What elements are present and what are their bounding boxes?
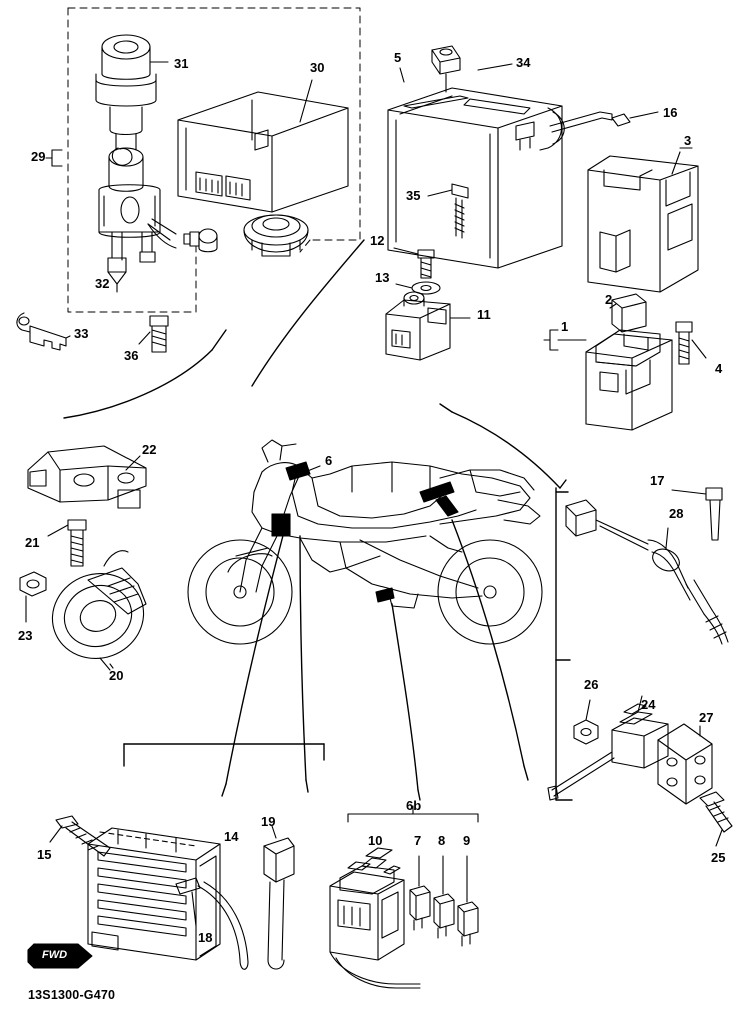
callout-4: 4 (715, 361, 723, 376)
part-27-bracket (658, 724, 712, 804)
part-31-ignition-barrel (96, 35, 168, 150)
fwd-arrow-label: FWD (42, 949, 68, 961)
part-25-bolt (700, 792, 732, 846)
part-28-starter-cable (566, 500, 728, 644)
callout-13: 13 (375, 270, 390, 285)
part-33-key (17, 313, 70, 350)
callout-6-bike: 6 (325, 453, 333, 468)
callout-5: 5 (394, 50, 402, 65)
callout-23: 23 (18, 628, 33, 643)
callout-1: 1 (561, 319, 569, 334)
part-26-nut (574, 700, 598, 744)
part-9-fuse (458, 856, 478, 946)
part-10-fusebox (330, 848, 420, 988)
part-small-lock-cylinder (184, 229, 217, 252)
callout-15: 15 (37, 847, 52, 862)
part-15-bolt (50, 816, 110, 856)
callout-35: 35 (406, 188, 421, 203)
callout-33: 33 (74, 326, 89, 341)
part-36-screw (139, 316, 168, 352)
part-22-horn-bracket (28, 446, 146, 508)
part-7-fuse (410, 856, 430, 930)
callout-26: 26 (584, 677, 599, 692)
callout-19: 19 (261, 814, 276, 829)
callout-27: 27 (699, 710, 714, 725)
callout-21: 21 (25, 535, 40, 550)
callout-8: 8 (438, 833, 446, 848)
part-18-band (176, 878, 248, 969)
part-16-bolt (612, 112, 658, 126)
part-fuel-cap (244, 215, 308, 256)
callout-7: 7 (414, 833, 422, 848)
leader-lines (64, 240, 572, 800)
part-11-starter-relay (386, 292, 470, 360)
callout-25: 25 (711, 850, 726, 865)
callout-9: 9 (463, 833, 471, 848)
part-30-ecu (178, 80, 348, 212)
group-box-29 (68, 8, 360, 312)
callout-3: 3 (684, 133, 692, 148)
callout-22: 22 (142, 442, 157, 457)
callout-17: 17 (650, 473, 665, 488)
callout-16: 16 (663, 105, 678, 120)
part-32-steering-lock (99, 148, 176, 292)
diagram-part-code: 13S1300-G470 (28, 988, 116, 1002)
part-1-relay-block (544, 294, 706, 430)
callout-20: 20 (109, 668, 124, 683)
callout-32: 32 (95, 276, 110, 291)
callout-10: 10 (368, 833, 383, 848)
callout-11: 11 (477, 307, 491, 322)
part-19-clamp (264, 826, 294, 969)
callout-18: 18 (198, 930, 213, 945)
motorcycle-illustration (188, 440, 542, 644)
bracket-29 (46, 150, 62, 166)
part-21-bolt (48, 520, 86, 566)
part-5-battery (388, 46, 612, 268)
callout-6-fusebox: 6b (406, 798, 422, 813)
callout-36: 36 (124, 348, 139, 363)
callout-28: 28 (669, 506, 684, 521)
callout-31: 31 (174, 56, 189, 71)
part-23-nut (20, 572, 46, 622)
callout-34: 34 (516, 55, 531, 70)
part-20-horn (40, 551, 155, 671)
callout-30: 30 (310, 60, 325, 75)
callout-29: 29 (31, 149, 46, 164)
callout-24: 24 (641, 697, 656, 712)
callout-12: 12 (370, 233, 385, 248)
callout-14: 14 (224, 829, 239, 844)
part-8-fuse (434, 856, 454, 938)
part-3-battery-box (588, 148, 698, 292)
callout-2: 2 (605, 292, 613, 307)
